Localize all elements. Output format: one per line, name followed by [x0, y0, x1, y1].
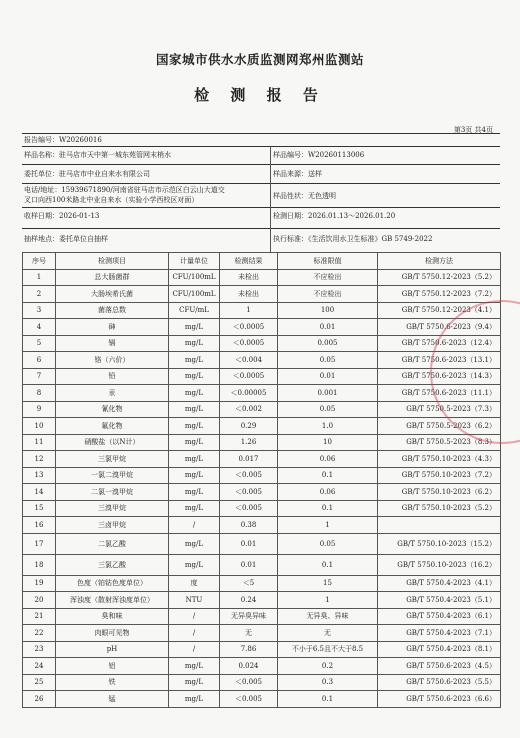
row-index: 12	[23, 451, 56, 468]
row-index: 22	[23, 625, 56, 642]
row-item: 一氯二溴甲烷	[56, 467, 169, 484]
table-row	[23, 554, 501, 575]
table-row	[23, 352, 501, 369]
table-row	[23, 335, 501, 352]
row-unit: mg/L	[169, 401, 220, 418]
row-item: 浑浊度（散射浑浊度单位）	[56, 592, 169, 609]
row-result: 0.024	[220, 658, 278, 675]
table-row	[23, 286, 501, 303]
row-unit: mg/L	[169, 467, 220, 484]
row-unit: mg/L	[169, 451, 220, 468]
header-index: 序号	[23, 253, 56, 270]
results-table	[22, 252, 501, 708]
header-rule	[22, 133, 500, 134]
row-item: 三氯乙酸	[56, 554, 169, 575]
row-limit: 0.1	[278, 554, 378, 575]
row-limit: 0.005	[278, 335, 378, 352]
row-index: 5	[23, 335, 56, 352]
row-method: GB/T 5750.12-2023（7.2）	[378, 286, 501, 303]
row-limit: 0.06	[278, 484, 378, 501]
row-method	[378, 517, 501, 534]
row-item: 肉眼可见物	[56, 625, 169, 642]
table-row	[23, 418, 501, 435]
sample-property: 样品性状：无色透明	[273, 192, 336, 200]
row-unit: mg/L	[169, 434, 220, 451]
row-item: 二氯乙酸	[56, 533, 169, 554]
table-row	[23, 691, 501, 708]
row-index: 9	[23, 401, 56, 418]
header-result: 检测结果	[220, 253, 278, 270]
row-limit: 无异臭、异味	[278, 608, 378, 625]
table-row	[23, 434, 501, 451]
row-method: GB/T 5750.12-2023（5.2）	[378, 269, 501, 286]
row-unit: CFU/100mL	[169, 269, 220, 286]
row-limit: 0.05	[278, 352, 378, 369]
row-method: GB/T 5750.6-2023（9.4）	[378, 319, 501, 336]
row-method: GB/T 5750.6-2023（6.6）	[378, 691, 501, 708]
row-result: ＜0.004	[220, 352, 278, 369]
row-result: ＜0.0005	[220, 319, 278, 336]
row-limit: 100	[278, 302, 378, 319]
row-result: ＜0.005	[220, 500, 278, 517]
row-unit: mg/L	[169, 533, 220, 554]
row-limit: 0.001	[278, 385, 378, 402]
table-row	[23, 575, 501, 592]
info-rule	[22, 207, 500, 208]
row-method: GB/T 5750.5-2023（7.3）	[378, 401, 501, 418]
row-index: 7	[23, 368, 56, 385]
info-rule	[22, 146, 500, 147]
row-item: 臭和味	[56, 608, 169, 625]
row-result: ＜0.005	[220, 484, 278, 501]
table-row	[23, 368, 501, 385]
row-item: 氰化物	[56, 401, 169, 418]
row-unit: /	[169, 517, 220, 534]
row-limit: 不应检出	[278, 286, 378, 303]
row-method: GB/T 5750.12-2023（4.1）	[378, 302, 501, 319]
row-limit: 10	[278, 434, 378, 451]
row-method: GB/T 5750.10-2023（5.2）	[378, 500, 501, 517]
table-row	[23, 302, 501, 319]
info-divider	[270, 146, 271, 252]
row-item: 铬（六价）	[56, 352, 169, 369]
row-index: 21	[23, 608, 56, 625]
row-item: 三卤甲烷	[56, 517, 169, 534]
row-unit: NTU	[169, 592, 220, 609]
sample-source: 样品来源：送样	[273, 170, 322, 178]
row-item: 汞	[56, 385, 169, 402]
row-unit: mg/L	[169, 335, 220, 352]
row-limit: 0.05	[278, 401, 378, 418]
row-limit: 0.01	[278, 368, 378, 385]
row-unit: mg/L	[169, 368, 220, 385]
row-result: ＜0.0005	[220, 368, 278, 385]
test-date: 检测日期：2026.01.13～2026.01.20	[273, 212, 396, 220]
row-method: GB/T 5750.5-2023（8.3）	[378, 434, 501, 451]
row-result: ＜0.00005	[220, 385, 278, 402]
row-result: 1	[220, 302, 278, 319]
row-unit: /	[169, 641, 220, 658]
row-limit: 不应检出	[278, 269, 378, 286]
table-row	[23, 674, 501, 691]
row-unit: mg/L	[169, 500, 220, 517]
row-method: GB/T 5750.6-2023（14.3）	[378, 368, 501, 385]
page-number: 第3页 共4页	[453, 126, 493, 134]
row-result: ＜0.002	[220, 401, 278, 418]
report-title: 检 测 报 告	[194, 86, 326, 104]
row-limit: 0.01	[278, 319, 378, 336]
row-unit: CFU/100mL	[169, 286, 220, 303]
row-item: 大肠埃希氏菌	[56, 286, 169, 303]
row-method: GB/T 5750.10-2023（16.2）	[378, 554, 501, 575]
row-index: 23	[23, 641, 56, 658]
row-result: ＜5	[220, 575, 278, 592]
row-result: ＜0.0005	[220, 335, 278, 352]
row-method: GB/T 5750.5-2023（6.2）	[378, 418, 501, 435]
row-item: pH	[56, 641, 169, 658]
sample-name: 样品名称：驻马店市天中第一城东苑管网末梢水	[24, 151, 171, 159]
org-title: 国家城市供水水质监测网郑州监测站	[155, 52, 364, 67]
table-row	[23, 592, 501, 609]
row-index: 6	[23, 352, 56, 369]
row-item: 铁	[56, 674, 169, 691]
row-result: ＜0.005	[220, 674, 278, 691]
table-row	[23, 484, 501, 501]
info-rule	[22, 164, 500, 165]
report-number: 报告编号：W20260016	[24, 136, 102, 144]
table-row	[23, 401, 501, 418]
row-limit: 0.06	[278, 451, 378, 468]
row-index: 16	[23, 517, 56, 534]
row-limit: 1	[278, 592, 378, 609]
row-item: 铅	[56, 368, 169, 385]
row-limit: 0.1	[278, 500, 378, 517]
header-method: 检测方法	[378, 253, 501, 270]
row-unit: mg/L	[169, 352, 220, 369]
row-limit: 0.05	[278, 533, 378, 554]
row-item: 色度（铂钴色度单位）	[56, 575, 169, 592]
header-limit: 标准限值	[278, 253, 378, 270]
row-index: 14	[23, 484, 56, 501]
row-method: GB/T 5750.6-2023（12.4）	[378, 335, 501, 352]
row-unit: mg/L	[169, 484, 220, 501]
row-method: GB/T 5750.6-2023（5.5）	[378, 674, 501, 691]
row-result: 0.24	[220, 592, 278, 609]
table-row	[23, 269, 501, 286]
standard: 执行标准：《生活饮用水卫生标准》GB 5749-2022	[273, 235, 433, 243]
header-item: 检测项目	[56, 253, 169, 270]
row-index: 19	[23, 575, 56, 592]
row-unit: CFU/mL	[169, 302, 220, 319]
row-index: 15	[23, 500, 56, 517]
row-item: 总大肠菌群	[56, 269, 169, 286]
row-result: 7.86	[220, 641, 278, 658]
row-limit: 0.3	[278, 674, 378, 691]
row-result: ＜0.005	[220, 467, 278, 484]
row-limit: 15	[278, 575, 378, 592]
row-result: 1.26	[220, 434, 278, 451]
row-method: GB/T 5750.10-2023（15.2）	[378, 533, 501, 554]
address-line-1: 电话/地址：15939671890/河南省驻马店市示范区白云山大道交	[24, 186, 225, 194]
address-line-2: 叉口向西100米路北中业自来水（实验小学西校区对面）	[24, 196, 199, 204]
row-item: 硝酸盐（以N计）	[56, 434, 169, 451]
row-item: 铝	[56, 658, 169, 675]
row-index: 26	[23, 691, 56, 708]
table-row	[23, 608, 501, 625]
row-result: ＜0.005	[220, 691, 278, 708]
row-unit: 度	[169, 575, 220, 592]
table-row	[23, 625, 501, 642]
row-item: 镉	[56, 335, 169, 352]
row-index: 24	[23, 658, 56, 675]
row-method: GB/T 5750.4-2023（5.1）	[378, 592, 501, 609]
row-unit: mg/L	[169, 658, 220, 675]
sample-number: 样品编号：W20260113006	[273, 151, 365, 159]
row-index: 18	[23, 554, 56, 575]
row-limit: 1.0	[278, 418, 378, 435]
row-unit: /	[169, 608, 220, 625]
row-limit: 0.1	[278, 691, 378, 708]
row-index: 20	[23, 592, 56, 609]
header-unit: 计量单位	[169, 253, 220, 270]
row-limit: 无	[278, 625, 378, 642]
table-row	[23, 319, 501, 336]
row-method: GB/T 5750.10-2023（4.3）	[378, 451, 501, 468]
row-unit: mg/L	[169, 319, 220, 336]
row-limit: 不小于6.5且不大于8.5	[278, 641, 378, 658]
info-rule	[22, 228, 500, 229]
row-item: 二氯一溴甲烷	[56, 484, 169, 501]
row-item: 锰	[56, 691, 169, 708]
sampling-location: 抽样地点：委托单位自抽样	[24, 235, 108, 243]
row-index: 25	[23, 674, 56, 691]
row-result: 0.38	[220, 517, 278, 534]
table-row	[23, 500, 501, 517]
table-row	[23, 517, 501, 534]
table-row	[23, 658, 501, 675]
row-item: 氟化物	[56, 418, 169, 435]
table-row	[23, 641, 501, 658]
row-method: GB/T 5750.4-2023（7.1）	[378, 625, 501, 642]
row-result: 0.017	[220, 451, 278, 468]
row-unit: mg/L	[169, 418, 220, 435]
row-index: 3	[23, 302, 56, 319]
row-unit: mg/L	[169, 385, 220, 402]
row-method: GB/T 5750.4-2023（6.1）	[378, 608, 501, 625]
row-limit: 0.2	[278, 658, 378, 675]
row-limit: 1	[278, 517, 378, 534]
row-method: GB/T 5750.6-2023（4.5）	[378, 658, 501, 675]
row-method: GB/T 5750.10-2023（7.2）	[378, 467, 501, 484]
table-row	[23, 385, 501, 402]
row-index: 2	[23, 286, 56, 303]
row-item: 砷	[56, 319, 169, 336]
row-result: 无异臭异味	[220, 608, 278, 625]
row-method: GB/T 5750.6-2023（13.1）	[378, 352, 501, 369]
table-row	[23, 451, 501, 468]
row-index: 8	[23, 385, 56, 402]
table-row	[23, 467, 501, 484]
row-index: 10	[23, 418, 56, 435]
row-result: 0.01	[220, 533, 278, 554]
table-header-row	[23, 253, 501, 270]
row-method: GB/T 5750.4-2023（4.1）	[378, 575, 501, 592]
row-method: GB/T 5750.6-2023（11.1）	[378, 385, 501, 402]
row-unit: mg/L	[169, 674, 220, 691]
row-result: 无	[220, 625, 278, 642]
row-result: 未检出	[220, 286, 278, 303]
row-item: 菌落总数	[56, 302, 169, 319]
table-row	[23, 533, 501, 554]
row-index: 11	[23, 434, 56, 451]
client: 委托单位：驻马店市中业自来水有限公司	[24, 170, 150, 178]
row-result: 0.29	[220, 418, 278, 435]
info-rule	[22, 183, 500, 184]
row-item: 三溴甲烷	[56, 500, 169, 517]
receive-date: 收样日期：2026-01-13	[24, 212, 100, 220]
row-unit: mg/L	[169, 554, 220, 575]
row-limit: 0.1	[278, 467, 378, 484]
row-index: 13	[23, 467, 56, 484]
row-result: 0.01	[220, 554, 278, 575]
row-index: 17	[23, 533, 56, 554]
row-index: 4	[23, 319, 56, 336]
row-unit: /	[169, 625, 220, 642]
row-result: 未检出	[220, 269, 278, 286]
row-unit: mg/L	[169, 691, 220, 708]
row-item: 三氯甲烷	[56, 451, 169, 468]
row-method: GB/T 5750.4-2023（8.1）	[378, 641, 501, 658]
row-method: GB/T 5750.10-2023（6.2）	[378, 484, 501, 501]
row-index: 1	[23, 269, 56, 286]
